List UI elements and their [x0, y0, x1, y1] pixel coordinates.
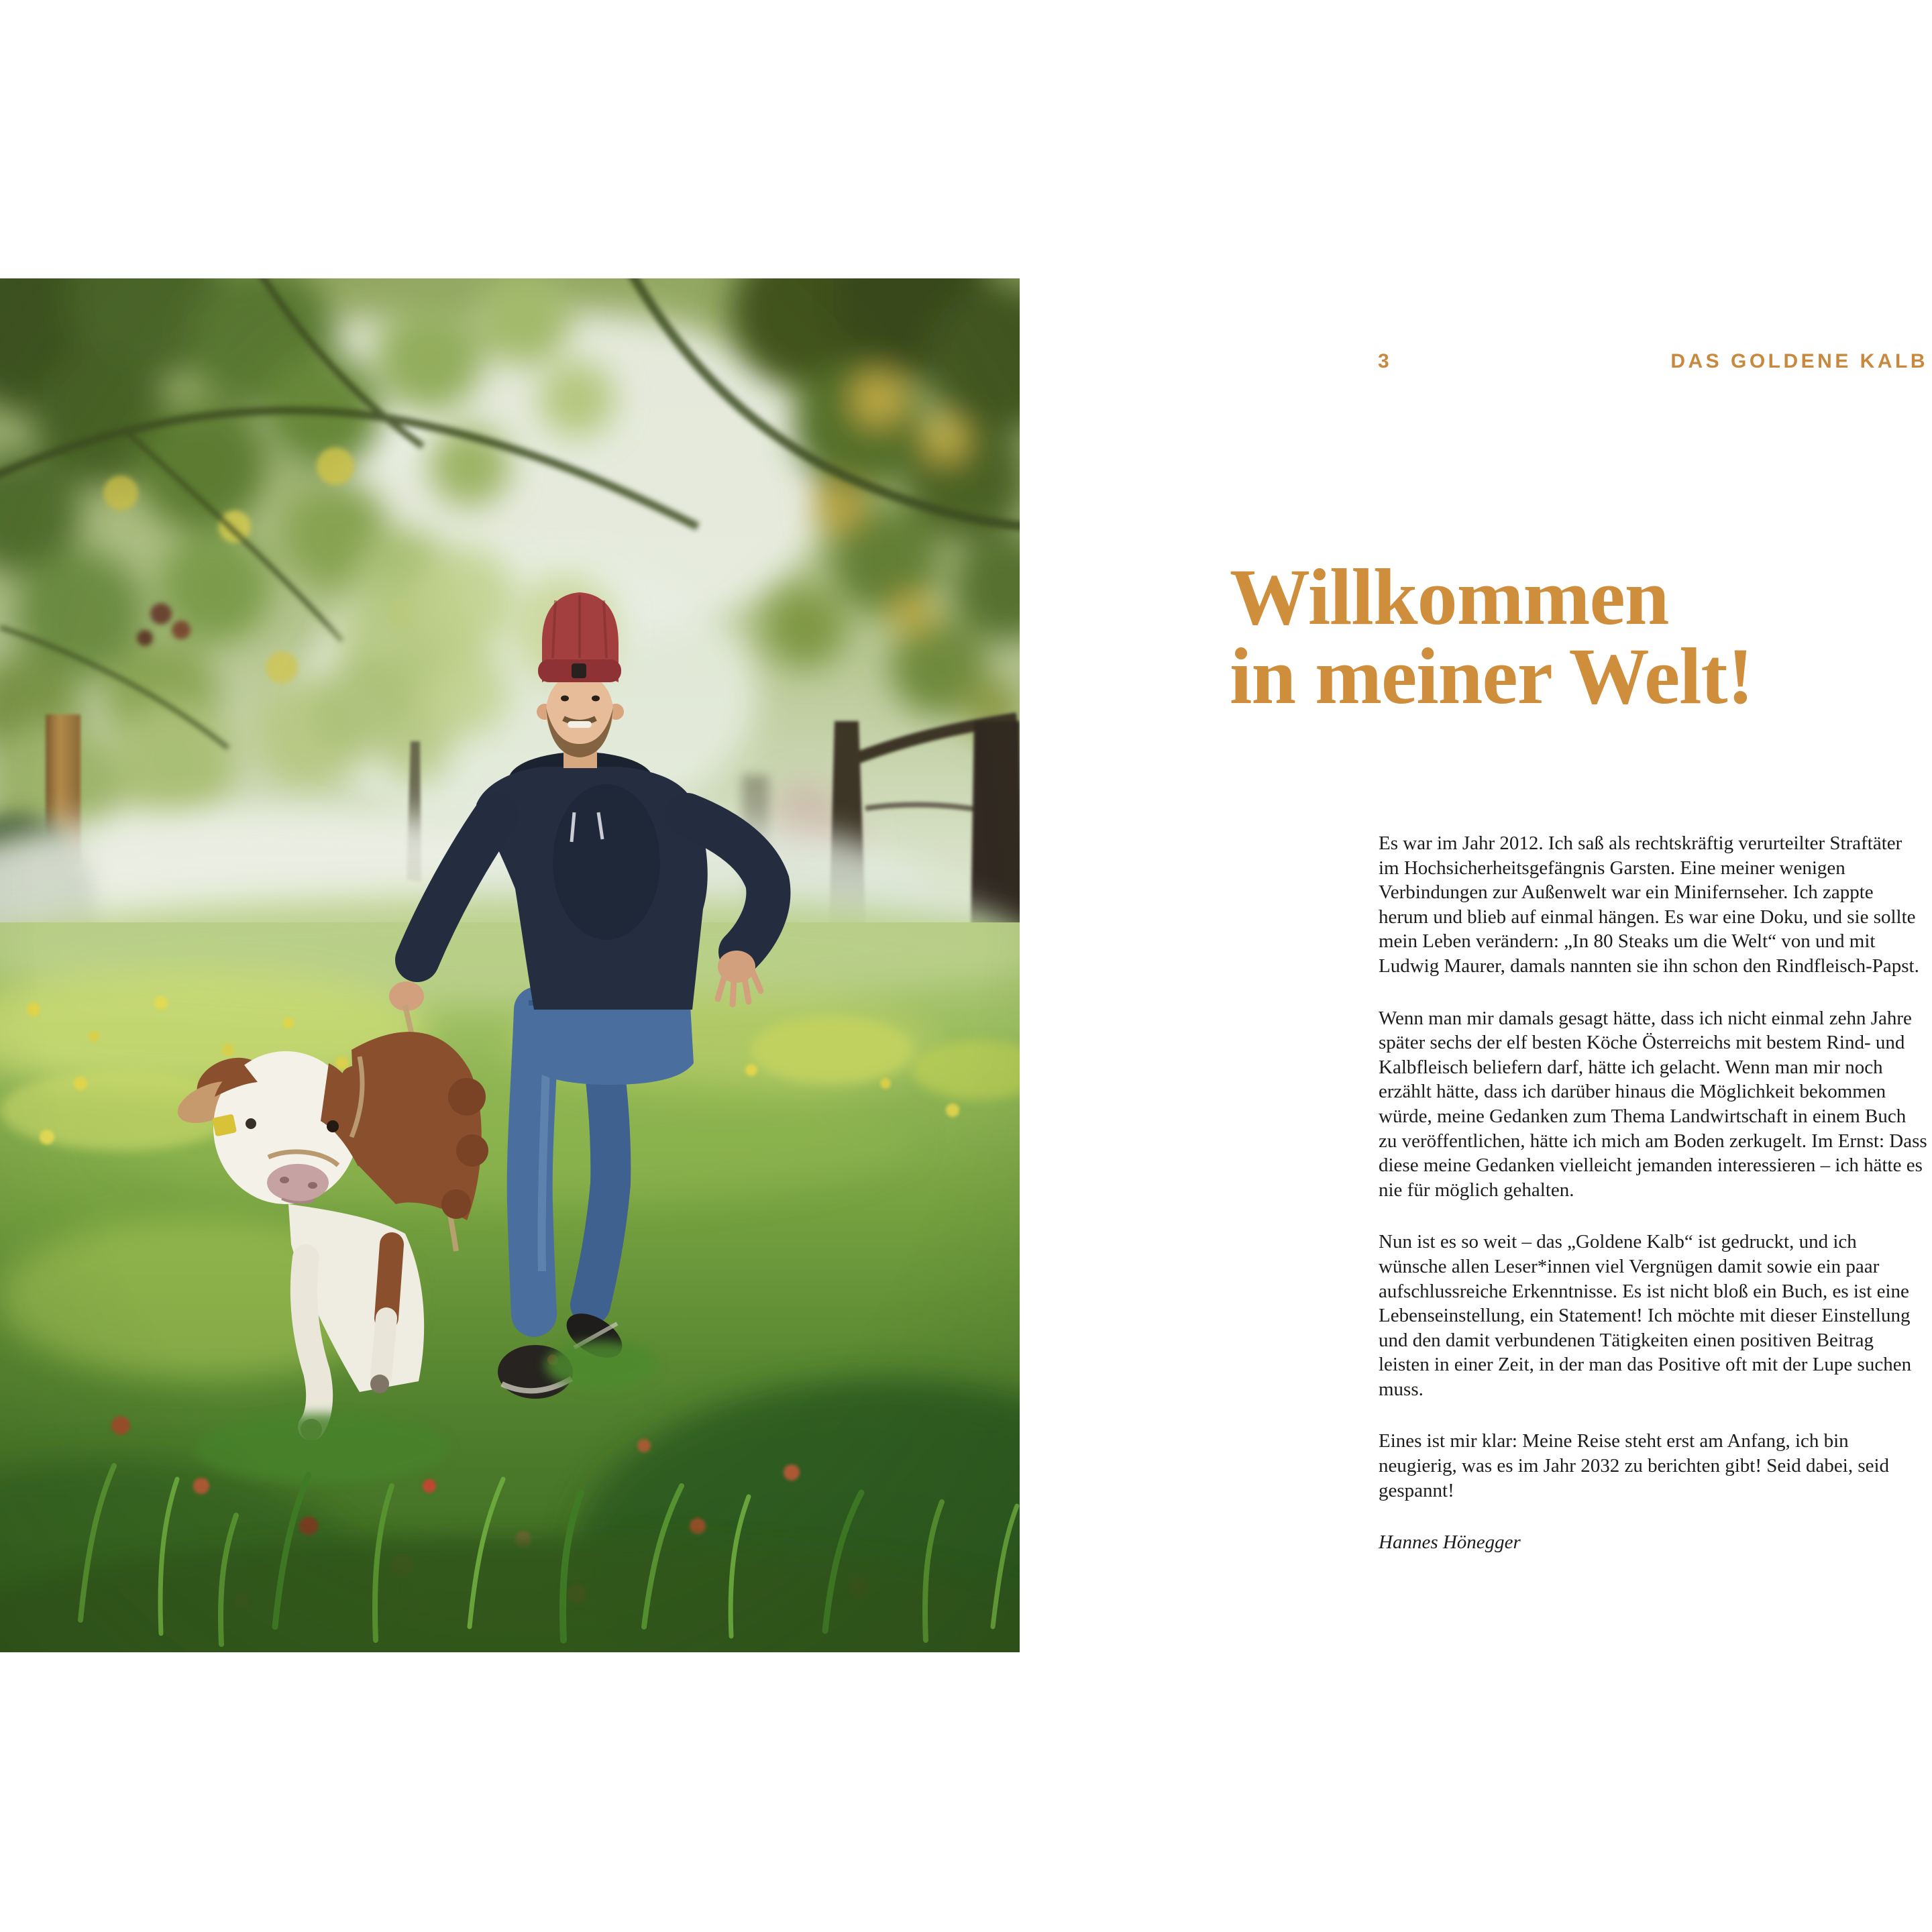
page-number: 3 — [1378, 350, 1391, 372]
paragraph-1: Es war im Jahr 2012. Ich saß als rechtskräftig verurteilter Straftäter im Hochsicherheitsgefängnis Garsten. Eine meiner wenigen Verbindungen zur Außenwelt war ein Minifernseher. Ich zappte herum und blieb auf einmal hängen. Es war eine Doku, und sie sollte mein Leben verändern: „In 80 Steaks um die Welt“ von und mit Ludwig Maurer, damals nannten sie ihn schon den Rindfleisch-Papst. — [1379, 833, 1919, 977]
orchard-calf-photo — [0, 278, 1020, 1652]
page-header — [1378, 350, 1928, 373]
author-signature: Hannes Hönegger — [1379, 1532, 1521, 1554]
photo-illustration — [0, 278, 1020, 1652]
chapter-title — [1230, 552, 1754, 720]
title-line-2: in meiner Welt! — [1230, 631, 1754, 720]
paragraph-3: Nun ist es so weit – das „Goldene Kalb“ ist gedruckt, und ich wünsche allen Leser*innen viel Vergnügen damit sowie ein paar aufschlussreiche Erkenntnisse. Es ist nicht bloß ein Buch, es ist eine Lebenseinstellung, ein Statement! Ich möchte mit dieser Einstellung und den damit verbundenen Tätigkeiten einen positiven Beitrag leisten in einer Zeit, in der man das Positive oft mit der Lupe suchen muss. — [1379, 1231, 1912, 1400]
running-head: DAS GOLDENE KALB — [1670, 350, 1928, 372]
paragraph-2: Wenn man mir damals gesagt hätte, dass ich nicht einmal zehn Jahre später sechs der elf besten Köche Österreichs mit bestem Rind- und Kalbfleisch beliefern darf, hätte ich gelacht. Wenn man mir noch erzählt hätte, dass ich darüber hinaus die Möglichkeit bekommen würde, meine Gedanken zum Thema Landwirtschaft in einem Buch zu veröffentlichen, hätte ich mich am Boden zerkugelt. Im Ernst: Dass diese meine Gedanken vielleicht jemanden interessieren – ich hätte es nie für möglich gehalten. — [1379, 1007, 1927, 1201]
title-line-1: Willkommen — [1230, 552, 1669, 641]
paragraph-4: Eines ist mir klar: Meine Reise steht erst am Anfang, ich bin neugierig, was es im Jahr 2032 zu berichten gibt! Seid dabei, seid gespannt! — [1379, 1430, 1890, 1501]
body-text-column — [1379, 831, 1927, 1582]
